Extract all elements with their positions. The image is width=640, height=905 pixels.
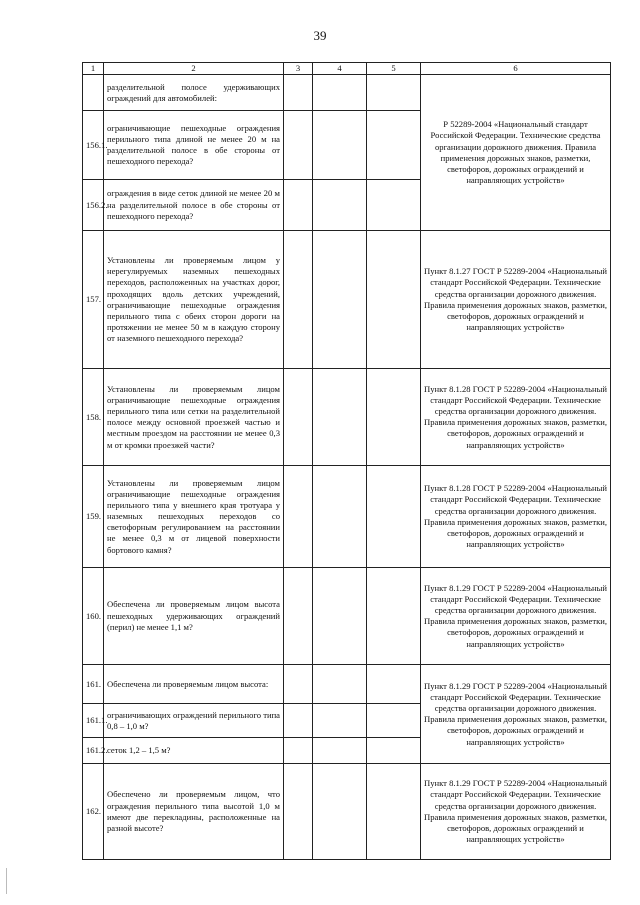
table-row [83,764,611,860]
requirement-text: ограничивающих ограждений перильного типа 0,8 – 1,0 м? [104,704,284,738]
answer-no-cell[interactable] [313,369,367,466]
table-header-row [83,63,611,75]
not-applicable-cell[interactable] [367,665,421,704]
answer-yes-cell[interactable] [284,764,313,860]
table-row [83,568,611,665]
answer-yes-cell[interactable] [284,369,313,466]
answer-yes-cell[interactable] [284,111,313,180]
requirement-text: Обеспечена ли проверяемым лицом высота пешеходных удерживающих ограждений (перил) не менее 1,1 м? [104,568,284,665]
answer-no-cell[interactable] [313,704,367,738]
table-row [83,665,611,704]
column-header: 1 [83,63,104,75]
legal-reference: Пункт 8.1.29 ГОСТ Р 52289-2004 «Национальный стандарт Российской Федерации. Технические средства организации дорожного движения. Правила применения дорожных знаков, разметки, светофоров, дорожных ограждений и направляющих устройств» [421,665,611,764]
row-number [83,75,104,111]
not-applicable-cell[interactable] [367,111,421,180]
table-row [83,466,611,568]
answer-yes-cell[interactable] [284,466,313,568]
legal-reference: Пункт 8.1.29 ГОСТ Р 52289-2004 «Национальный стандарт Российской Федерации. Технические средства организации дорожного движения. Правила применения дорожных знаков, разметки, светофоров, дорожных ограждений и направляющих устройств» [421,764,611,860]
requirement-text: ограждения в виде сеток длиной не менее 20 м на разделительной полосе в обе стороны от пешеходного перехода? [104,180,284,231]
not-applicable-cell[interactable] [367,180,421,231]
row-number: 158. [83,369,104,466]
requirement-text: Обеспечена ли проверяемым лицом высота: [104,665,284,704]
not-applicable-cell[interactable] [367,568,421,665]
table-row [83,75,611,111]
answer-no-cell[interactable] [313,738,367,764]
requirement-text: разделительной полосе удерживающих ограждений для автомобилей: [104,75,284,111]
not-applicable-cell[interactable] [367,764,421,860]
answer-no-cell[interactable] [313,568,367,665]
answer-no-cell[interactable] [313,764,367,860]
requirement-text: сеток 1,2 – 1,5 м? [104,738,284,764]
legal-reference: Пункт 8.1.29 ГОСТ Р 52289-2004 «Национальный стандарт Российской Федерации. Технические средства организации дорожного движения. Правила применения дорожных знаков, разметки, светофоров, дорожных ограждений и направляющих устройств» [421,568,611,665]
not-applicable-cell[interactable] [367,231,421,369]
column-header: 4 [313,63,367,75]
legal-reference: Пункт 8.1.28 ГОСТ Р 52289-2004 «Национальный стандарт Российской Федерации. Технические средства организации дорожного движения. Правила применения дорожных знаков, разметки, светофоров, дорожных ограждений и направляющих устройств» [421,466,611,568]
legal-reference: Пункт 8.1.28 ГОСТ Р 52289-2004 «Национальный стандарт Российской Федерации. Технические средства организации дорожного движения. Правила применения дорожных знаков, разметки, светофоров, дорожных ограждений и направляющих устройств» [421,369,611,466]
legal-reference: Пункт 8.1.27 ГОСТ Р 52289-2004 «Национальный стандарт Российской Федерации. Технические средства организации дорожного движения. Правила применения дорожных знаков, разметки, светофоров, дорожных ограждений и направляющих устройств» [421,231,611,369]
answer-yes-cell[interactable] [284,738,313,764]
answer-yes-cell[interactable] [284,231,313,369]
column-header: 2 [104,63,284,75]
answer-no-cell[interactable] [313,665,367,704]
not-applicable-cell[interactable] [367,704,421,738]
row-number: 162. [83,764,104,860]
answer-no-cell[interactable] [313,75,367,111]
answer-no-cell[interactable] [313,231,367,369]
answer-yes-cell[interactable] [284,180,313,231]
requirement-text: ограничивающие пешеходные ограждения перильного типа длиной не менее 20 м на разделительной полосе в обе стороны от пешеходного перехода? [104,111,284,180]
page-number: 39 [313,28,327,43]
answer-no-cell[interactable] [313,111,367,180]
not-applicable-cell[interactable] [367,466,421,568]
answer-yes-cell[interactable] [284,568,313,665]
column-header: 3 [284,63,313,75]
answer-yes-cell[interactable] [284,665,313,704]
row-number: 157. [83,231,104,369]
row-number: 161. [83,665,104,704]
checklist-table [82,62,611,860]
not-applicable-cell[interactable] [367,75,421,111]
requirement-text: Установлены ли проверяемым лицом ограничивающие пешеходные ограждения перильного типа у внешнего края тротуара у наземных пешеходных переходов со светофорным регулированием на расстоянии не менее 0,3 м от лицевой поверхности бортового камня? [104,466,284,568]
column-header: 5 [367,63,421,75]
requirement-text: Установлены ли проверяемым лицом ограничивающие пешеходные ограждения перильного типа или сетки на разделительной полосе между основной проезжей частью и местным проездом на расстоянии не менее 0,3 м от кромки проезжей части? [104,369,284,466]
answer-yes-cell[interactable] [284,75,313,111]
scan-margin-mark [6,868,17,894]
not-applicable-cell[interactable] [367,369,421,466]
requirement-text: Установлены ли проверяемым лицом у нерегулируемых наземных пешеходных переходов, расположенных на участках дорог, проходящих вдоль детских учреждений, ограничивающие пешеходные ограждения перильного типа с обеих сторон дороги на протяжении не менее 50 м в каждую сторону от наземного пешеходного перехода? [104,231,284,369]
not-applicable-cell[interactable] [367,738,421,764]
answer-yes-cell[interactable] [284,704,313,738]
column-header: 6 [421,63,611,75]
legal-reference: Р 52289-2004 «Национальный стандарт Российской Федерации. Технические средства организации дорожного движения. Правила применения дорожных знаков, разметки, светофоров, дорожных ограждений и направляющих устройств» [421,75,611,231]
answer-no-cell[interactable] [313,466,367,568]
row-number: 156.1. [83,111,104,180]
row-number: 161.1. [83,704,104,738]
row-number: 159. [83,466,104,568]
row-number: 160. [83,568,104,665]
table-row [83,369,611,466]
table-row [83,231,611,369]
row-number: 156.2. [83,180,104,231]
answer-no-cell[interactable] [313,180,367,231]
requirement-text: Обеспечено ли проверяемым лицом, что ограждения перильного типа высотой 1,0 м имеют две перекладины, расположенные на разной высоте? [104,764,284,860]
row-number: 161.2. [83,738,104,764]
